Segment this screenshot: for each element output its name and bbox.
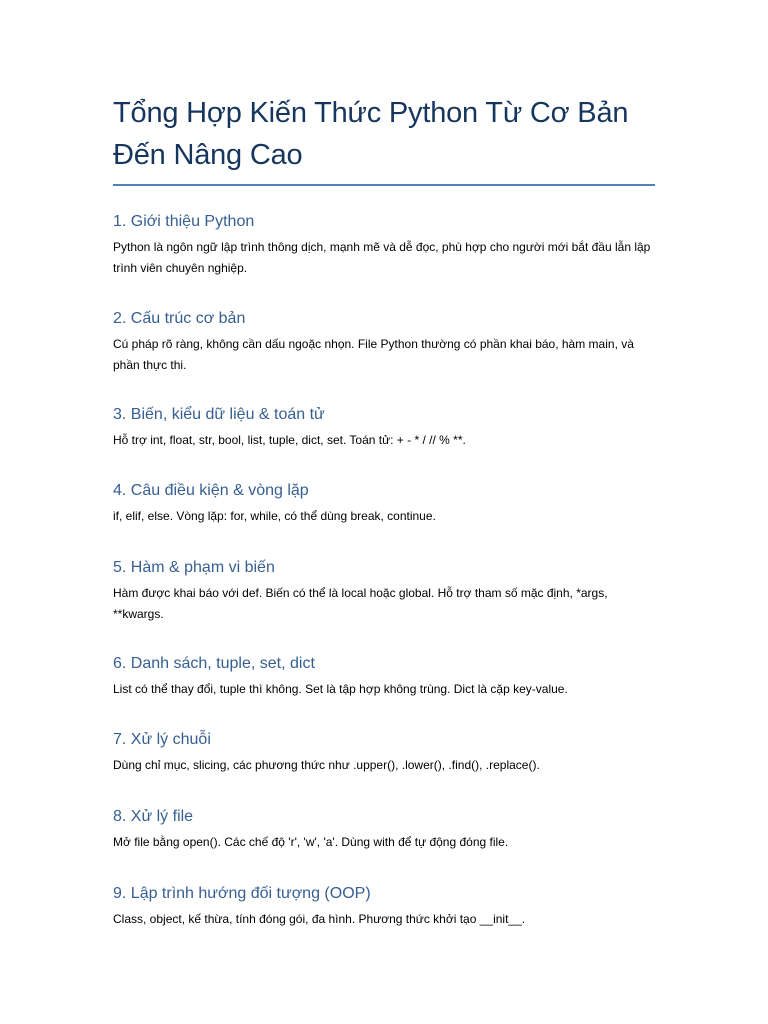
section-body: Mở file bằng open(). Các chế độ 'r', 'w', 'a'. Dùng with để tự động đóng file. — [113, 835, 509, 849]
section-4 — [113, 481, 655, 527]
section-body: List có thể thay đổi, tuple thì không. Set là tập hợp không trùng. Dict là cặp key-value. — [113, 682, 568, 696]
section-body: if, elif, else. Vòng lặp: for, while, có thể dùng break, continue. — [113, 509, 436, 523]
section-heading: 3. Biến, kiểu dữ liệu & toán tử — [113, 406, 325, 423]
section-2 — [113, 309, 655, 376]
section-body: Cú pháp rõ ràng, không cần dấu ngoặc nhọn. File Python thường có phần khai báo, hàm main, và phần thực thi. — [113, 337, 634, 372]
section-3 — [113, 405, 655, 451]
section-6 — [113, 654, 655, 700]
section-body: Hỗ trợ int, float, str, bool, list, tuple, dict, set. Toán tử: + - * / // % **. — [113, 433, 466, 447]
section-1 — [113, 212, 655, 279]
section-body: Class, object, kế thừa, tính đóng gói, đa hình. Phương thức khởi tạo __init__. — [113, 912, 526, 926]
section-body: Hàm được khai báo với def. Biến có thể là local hoặc global. Hỗ trợ tham số mặc định, *args, **kwargs. — [113, 586, 608, 621]
section-heading: 6. Danh sách, tuple, set, dict — [113, 655, 315, 672]
section-7 — [113, 730, 655, 776]
section-heading: 8. Xử lý file — [113, 808, 194, 825]
section-heading: 1. Giới thiệu Python — [113, 213, 255, 230]
section-8 — [113, 807, 655, 853]
section-5 — [113, 558, 655, 625]
document-page — [113, 92, 655, 926]
section-heading: 2. Cấu trúc cơ bản — [113, 310, 246, 327]
section-heading: 9. Lập trình hướng đối tượng (OOP) — [113, 885, 371, 902]
section-body: Python là ngôn ngữ lập trình thông dịch, mạnh mẽ và dễ đọc, phù hợp cho người mới bắt đầu lẫn lập trình viên chuyên nghiệp. — [113, 240, 651, 275]
title-divider — [113, 184, 655, 186]
section-heading: 7. Xử lý chuỗi — [113, 731, 211, 748]
document-title: Tổng Hợp Kiến Thức Python Từ Cơ Bản Đến Nâng Cao — [113, 97, 629, 171]
section-heading: 5. Hàm & phạm vi biến — [113, 559, 275, 576]
section-heading: 4. Câu điều kiện & vòng lặp — [113, 482, 309, 499]
section-body: Dùng chỉ mục, slicing, các phương thức như .upper(), .lower(), .find(), .replace(). — [113, 758, 540, 772]
section-9 — [113, 884, 655, 930]
